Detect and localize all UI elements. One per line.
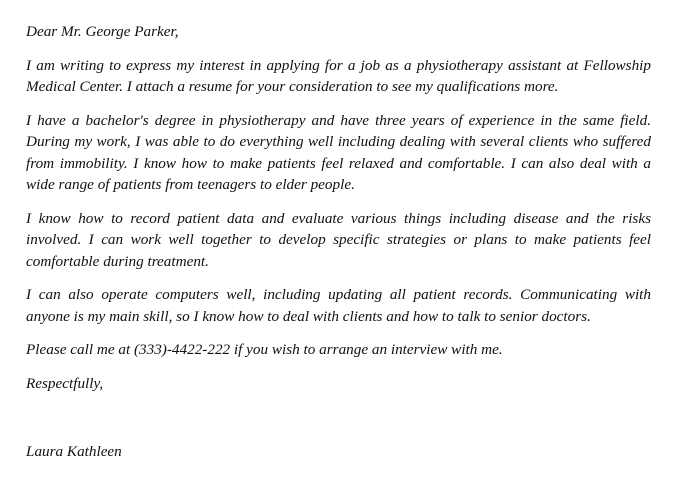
letter-signature: Laura Kathleen (26, 443, 122, 460)
letter-salutation: Dear Mr. George Parker, (26, 23, 179, 40)
letter-paragraph-intro: I am writing to express my interest in applying for a job as a physiotherapy assistant at Fellowship Medical Center. I attach a resume for your consideration to see my qualifications more. (26, 56, 651, 95)
letter-paragraph-communication: I can also operate computers well, including updating all patient records. Communicating with anyone is my main skill, so I know how to deal with clients and how to talk to senior doctors. (26, 286, 651, 325)
letter-closing: Respectfully, (26, 374, 104, 392)
letter-paragraph-experience: I have a bachelor's degree in physiotherapy and have three years of experience in the same field. During my work, I was able to do everything well including dealing with several clients who suffered from immobility. I know how to make patients feel relaxed and comfortable. I can also deal with a wide range of patients from teenagers to elder people. (26, 111, 651, 193)
letter-paragraph-skills: I know how to record patient data and evaluate various things including disease and the risks involved. I can work well together to develop specific strategies or plans to make patients feel comfortable during treatment. (26, 209, 651, 270)
cover-letter (26, 21, 651, 463)
letter-paragraph-contact: Please call me at (333)-4422-222 if you wish to arrange an interview with me. (26, 341, 503, 358)
